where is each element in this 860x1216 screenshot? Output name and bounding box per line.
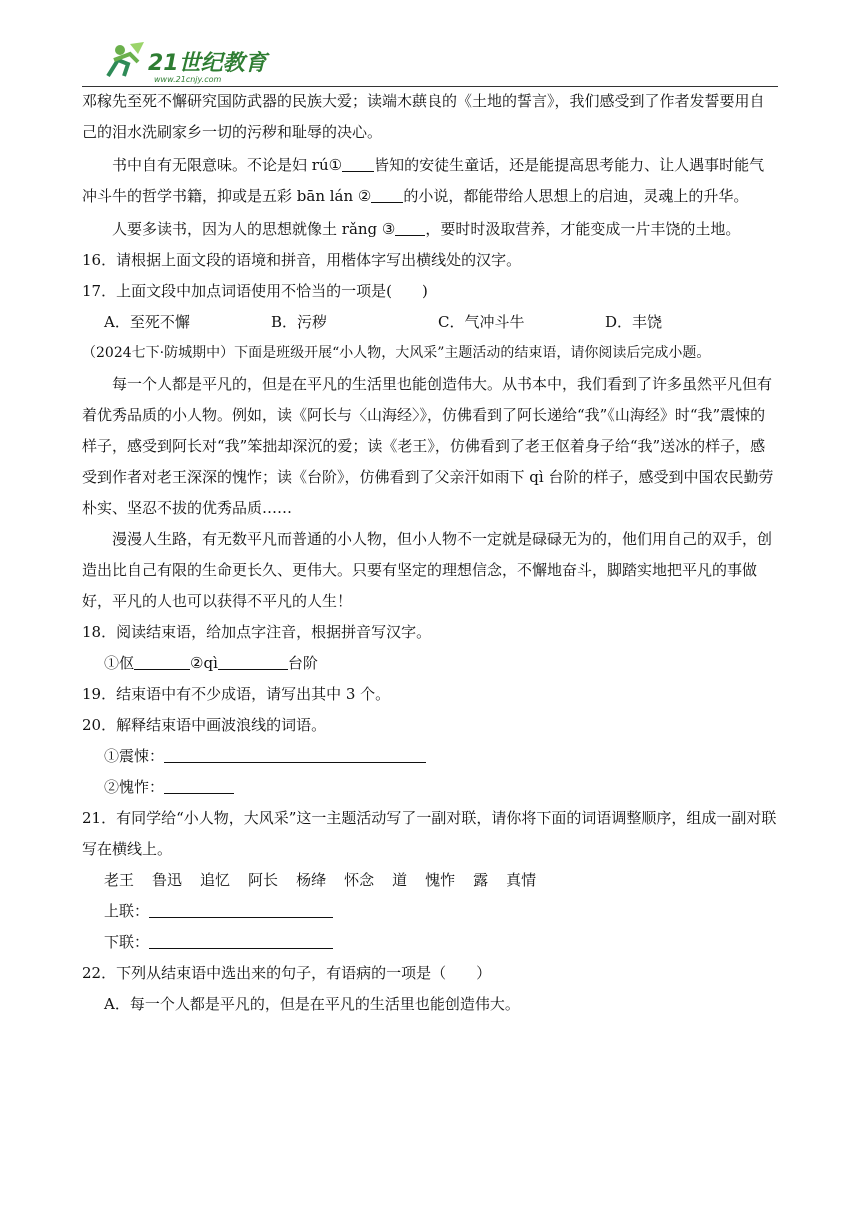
q20-item-2-row bbox=[82, 772, 778, 803]
para2-part-c: 的小说，都能带给人思想上的启迪，灵魂上的升华。 bbox=[403, 187, 749, 205]
passage1-para3 bbox=[82, 214, 778, 245]
para3-part-a: 人要多读书，因为人的思想就像土 rǎng ③ bbox=[112, 220, 396, 238]
page-header bbox=[82, 38, 778, 87]
q18-tail: 台阶 bbox=[287, 654, 318, 672]
q21-word: 怀念 bbox=[344, 871, 375, 889]
blank-2[interactable] bbox=[371, 184, 403, 203]
source-note: （2024七下·防城期中）下面是班级开展“小人物，大风采”主题活动的结束语，请你阅读后完成小题。 bbox=[82, 345, 711, 361]
question-17-stem: 17．上面文段中加点词语使用不恰当的一项是( ) bbox=[82, 282, 428, 300]
q21-upper-row bbox=[82, 896, 778, 927]
passage1-line1: 邓稼先至死不懈研究国防武器的民族大爱；读端木蕻良的《土地的誓言》，我们感受到了作者发誓要用自己的泪水洗刷家乡一切的污秽和耻辱的决心。 bbox=[82, 92, 765, 141]
q18-blank-2[interactable] bbox=[218, 651, 288, 670]
logo-url: www.21cnjy.com bbox=[154, 75, 222, 84]
q18-item-1: ①伛 bbox=[104, 654, 135, 672]
q21-upper-label: 上联： bbox=[104, 902, 150, 920]
q21-lower-row bbox=[82, 927, 778, 958]
logo-text: 21世纪教育 bbox=[148, 51, 267, 76]
blank-1[interactable] bbox=[342, 153, 374, 172]
q21-word-list bbox=[82, 865, 778, 896]
q17-option-b[interactable]: B．污秽 bbox=[271, 313, 328, 331]
question-21-stem: 21．有同学给“小人物，大风采”这一主题活动写了一副对联，请你将下面的词语调整顺序，组成一副对联写在横线上。 bbox=[82, 809, 777, 858]
para3-part-b: ，要时时汲取营养，才能变成一片丰饶的土地。 bbox=[425, 220, 741, 238]
q21-word: 愧怍 bbox=[425, 871, 456, 889]
q20-item-1: ①震悚： bbox=[104, 747, 165, 765]
document-body bbox=[82, 86, 778, 1020]
passage1-para2 bbox=[82, 150, 778, 212]
q18-item-2: ②qì bbox=[190, 654, 218, 672]
q21-word: 杨绛 bbox=[296, 871, 327, 889]
q17-option-d[interactable]: D．丰饶 bbox=[605, 313, 663, 331]
q20-item-2: ②愧怍： bbox=[104, 778, 165, 796]
question-20-stem: 20．解释结束语中画波浪线的词语。 bbox=[82, 716, 327, 734]
question-19: 19．结束语中有不少成语，请写出其中 3 个。 bbox=[82, 685, 391, 703]
q21-word: 追忆 bbox=[200, 871, 231, 889]
q22-option-a[interactable]: A．每一个人都是平凡的，但是在平凡的生活里也能创造伟大。 bbox=[104, 995, 520, 1013]
q17-option-a[interactable]: A．至死不懈 bbox=[104, 313, 190, 331]
q21-word: 老王 bbox=[104, 871, 135, 889]
q17-option-c[interactable]: C．气冲斗牛 bbox=[438, 313, 525, 331]
para2-part-b: 皆知的安徒生童话，还是能提高思考能力、让人遇事时能气冲斗牛的哲学书籍，抑或是五彩 bān lán ② bbox=[82, 156, 765, 205]
question-22-stem: 22．下列从结束语中选出来的句子，有语病的一项是（ ） bbox=[82, 964, 492, 982]
q20-blank-2[interactable] bbox=[164, 775, 234, 794]
logo-21cnjy bbox=[100, 40, 270, 84]
q21-word: 鲁迅 bbox=[152, 871, 183, 889]
passage2-para2: 漫漫人生路，有无数平凡而普通的小人物，但小人物不一定就是碌碌无为的，他们用自己的双手，创造出比自己有限的生命更长久、更伟大。只要有坚定的理想信念，不懈地奋斗，脚踏实地把平凡的事做好，平凡的人也可以获得不平凡的人生！ bbox=[82, 530, 773, 610]
passage2-para1: 每一个人都是平凡的，但是在平凡的生活里也能创造伟大。从书本中，我们看到了许多虽然平凡但有着优秀品质的小人物。例如，读《阿长与〈山海经〉》，仿佛看到了阿长递给“我”《山海经》时“我”震悚的样子，感受到阿长对“我”笨拙却深沉的爱；读《老王》，仿佛看到了老王伛着身子给“我”送冰的样子，感受到作者对老王深深的愧怍；读《台阶》，仿佛看到了父亲汗如雨下 qì 台阶的样子，感受到中国农民勤劳朴实、坚忍不拔的优秀品质…… bbox=[82, 375, 774, 517]
q21-word: 阿长 bbox=[248, 871, 279, 889]
question-17-options bbox=[82, 307, 778, 338]
question-18-stem: 18．阅读结束语，给加点字注音，根据拼音写汉字。 bbox=[82, 623, 432, 641]
para2-part-a: 书中自有无限意味。不论是妇 rú① bbox=[112, 156, 343, 174]
q21-word: 真情 bbox=[506, 871, 537, 889]
q21-word: 露 bbox=[473, 871, 489, 889]
q20-item-1-row bbox=[82, 741, 778, 772]
question-16: 16．请根据上面文段的语境和拼音，用楷体字写出横线处的汉字。 bbox=[82, 251, 522, 269]
q21-lower-blank[interactable] bbox=[149, 930, 333, 949]
q20-blank-1[interactable] bbox=[164, 744, 426, 763]
question-18-items bbox=[82, 648, 778, 679]
blank-3[interactable] bbox=[395, 217, 425, 236]
q21-upper-blank[interactable] bbox=[149, 899, 333, 918]
q21-lower-label: 下联： bbox=[104, 933, 150, 951]
q18-blank-1[interactable] bbox=[134, 651, 190, 670]
q21-word: 道 bbox=[392, 871, 408, 889]
